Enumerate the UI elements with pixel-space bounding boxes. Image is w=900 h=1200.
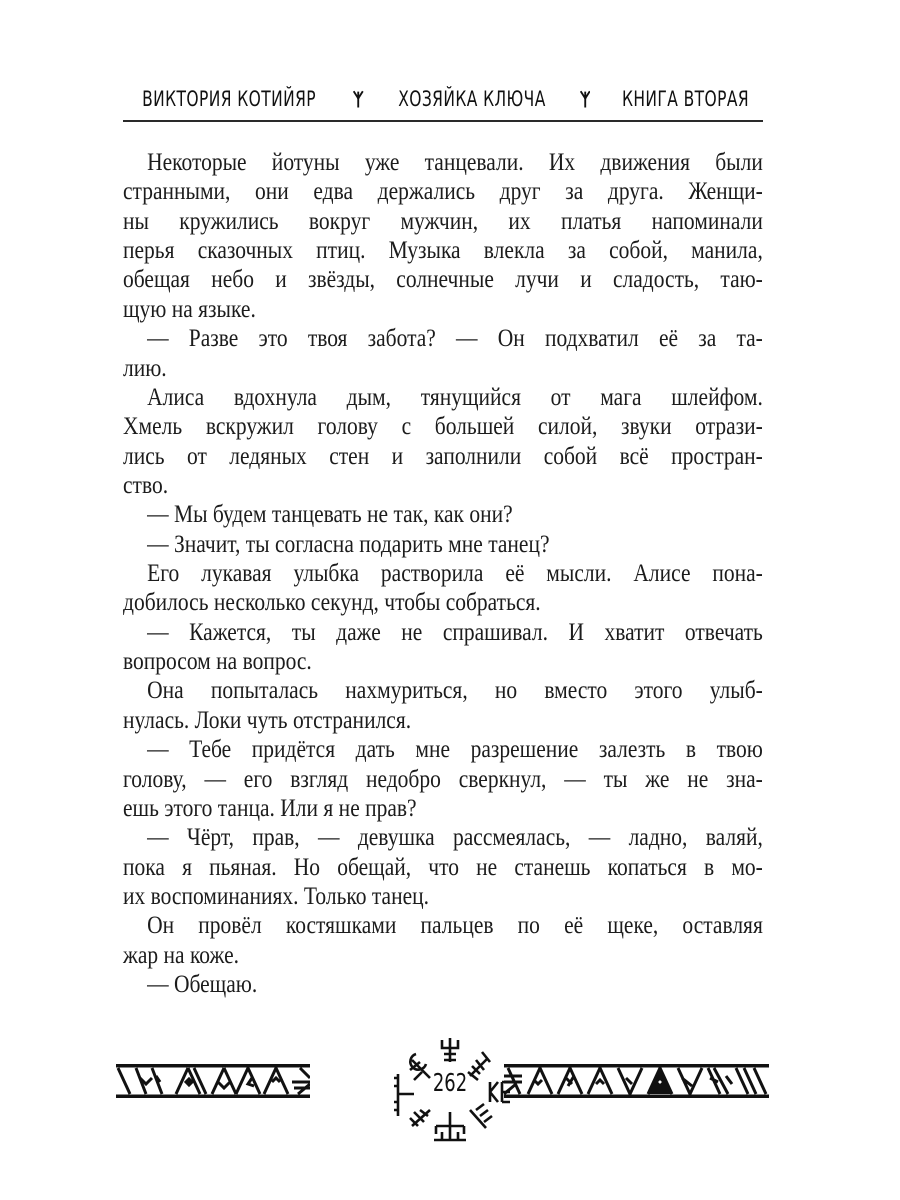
text-line-content: Он провёл костяшками пальцев по её щеке, оставляя [147, 912, 763, 940]
text-line [123, 618, 763, 647]
algiz-rune-icon [353, 84, 363, 114]
text-line [123, 706, 763, 735]
text-line-content: Его лукавая улыбка растворила её мысли. Алисе пона- [147, 560, 763, 588]
text-line-content: нулась. Локи чуть отстранился. [123, 706, 412, 734]
text-line [123, 265, 763, 294]
text-line-content: Некоторые йотуны уже танцевали. Их движения были [147, 149, 763, 176]
text-line-content: лись от ледяных стен и заполнили собой всё простран- [123, 442, 763, 470]
text-line-content: жар на коже. [123, 941, 240, 969]
norse-knot-border-icon [504, 1064, 769, 1098]
text-line-content: лию. [123, 354, 167, 382]
text-line [123, 882, 763, 911]
text-line-content: пока я пьяная. Но обещай, что не станешь копаться в мо- [123, 853, 763, 881]
text-line [123, 500, 763, 529]
text-line [123, 354, 763, 383]
text-line [123, 471, 763, 500]
text-line [123, 236, 763, 265]
running-head-author: ВИКТОРИЯ КОТИЙЯР [142, 87, 317, 111]
text-line [123, 970, 763, 999]
text-line [123, 530, 763, 559]
header-rule [123, 120, 763, 122]
text-line [123, 412, 763, 441]
text-line-content: ешь этого танца. Или я не прав? [123, 794, 417, 822]
text-line-content: щую на языке. [123, 295, 256, 323]
text-line [123, 383, 763, 412]
text-line-content: — Разве это твоя забота? — Он подхватил её за та- [147, 325, 763, 353]
text-line [123, 647, 763, 676]
text-line [123, 735, 763, 764]
text-line-content: — Кажется, ты даже не спрашивал. И хватит отвечать [147, 618, 763, 646]
running-head [123, 82, 763, 116]
text-line [123, 177, 763, 206]
text-line-content: обещая небо и звёзды, солнечные лучи и сладость, таю- [123, 266, 763, 294]
text-line-content: Она попыталась нахмуриться, но вместо этого улыб- [147, 677, 763, 705]
text-line [123, 794, 763, 823]
text-line [123, 853, 763, 882]
text-line-content: вопросом на вопрос. [123, 648, 312, 676]
page-number: 262 [432, 1068, 468, 1097]
norse-knot-border-icon [116, 1064, 310, 1098]
text-line-content: — Чёрт, прав, — девушка рассмеялась, — ладно, валяй, [147, 824, 763, 852]
text-line-content: Алиса вдохнула дым, тянущийся от мага шлейфом. [147, 383, 763, 411]
text-line [123, 442, 763, 471]
text-line-content: — Тебе придётся дать мне разрешение залезть в твою [147, 736, 763, 764]
running-head-title: ХОЗЯЙКА КЛЮЧА [397, 87, 546, 111]
text-line-content: их воспоминаниях. Только танец. [123, 882, 429, 910]
running-head-volume: КНИГА ВТОРАЯ [621, 87, 750, 111]
text-line [123, 295, 763, 324]
text-line [123, 588, 763, 617]
text-line [123, 823, 763, 852]
text-line-content: — Значит, ты согласна подарить мне танец? [147, 530, 550, 558]
text-line [123, 911, 763, 940]
algiz-rune-icon [580, 84, 590, 114]
text-line-content: добилось несколько секунд, чтобы собраться. [123, 589, 541, 617]
text-line-content: голову, — его взгляд недобро сверкнул, — ты же не зна- [123, 765, 763, 793]
text-line-content: ны кружились вокруг мужчин, их платья напоминали [123, 207, 763, 235]
text-line-content: — Обещаю. [147, 971, 258, 999]
text-line [123, 676, 763, 705]
text-line [123, 207, 763, 236]
text-line [123, 765, 763, 794]
body-text [123, 148, 763, 999]
text-line-content: Хмель вскружил голову с большей силой, звуки отрази- [123, 413, 763, 441]
text-line [123, 148, 763, 177]
text-line-content: ство. [123, 471, 169, 499]
text-line-content: — Мы будем танцевать не так, как они? [147, 501, 513, 529]
text-line-content: странными, они едва держались друг за друга. Женщи- [123, 178, 763, 206]
text-line-content: перья сказочных птиц. Музыка влекла за собой, манила, [123, 237, 763, 265]
text-line [123, 324, 763, 353]
text-line [123, 941, 763, 970]
text-line [123, 559, 763, 588]
